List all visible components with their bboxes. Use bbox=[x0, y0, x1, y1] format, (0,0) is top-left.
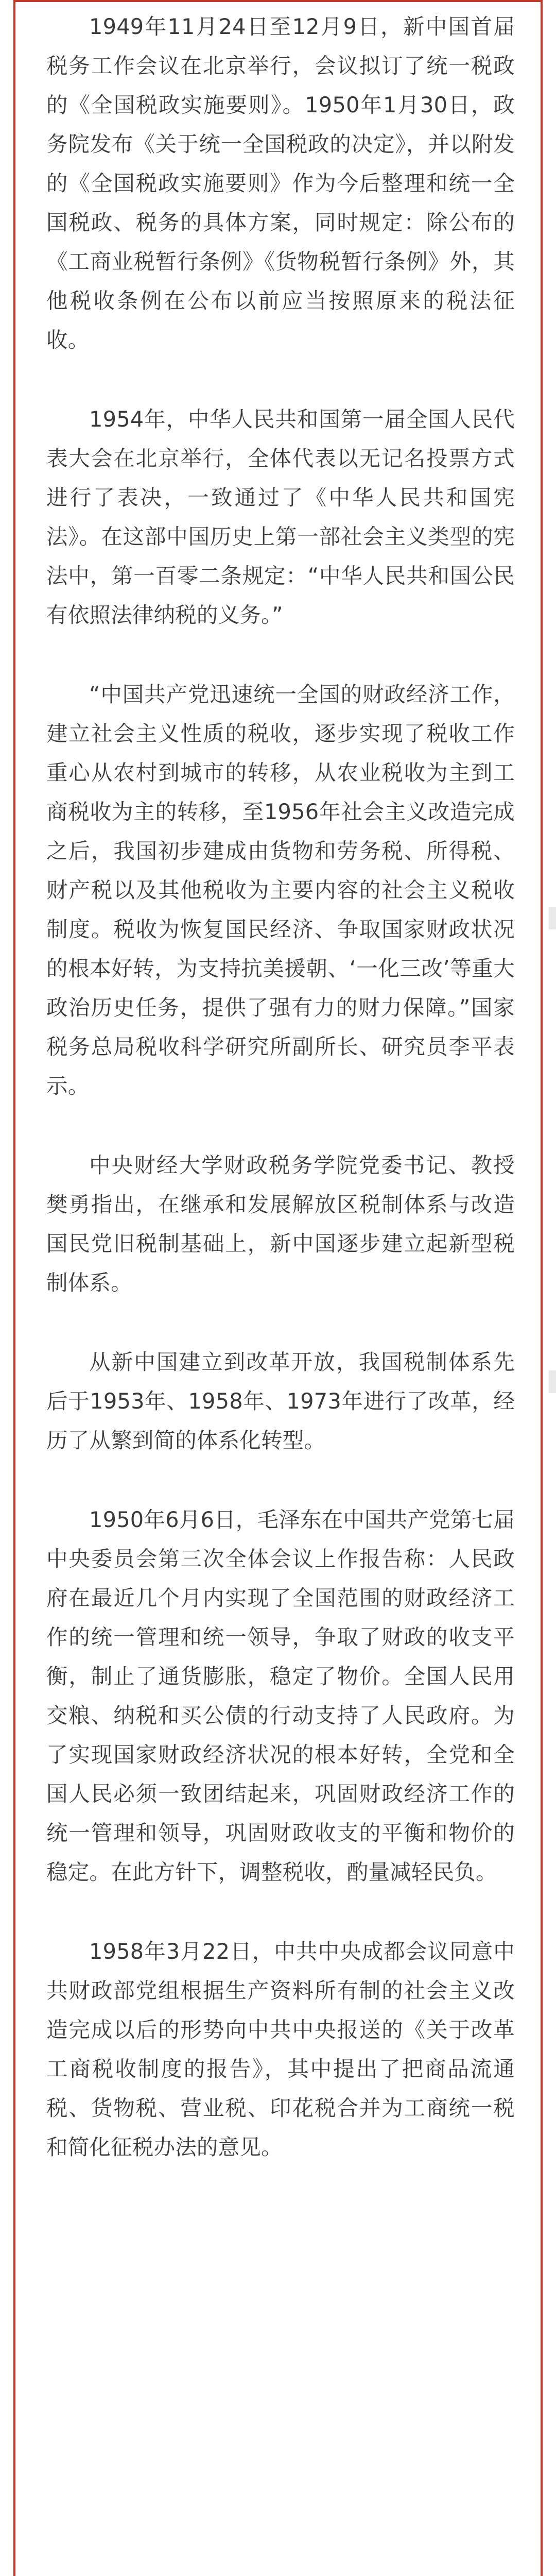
spacer bbox=[46, 1106, 515, 1146]
paragraph-li-ping-quote: “中国共产党迅速统一全国的财政经济工作，建立社会主义性质的税收，逐步实现了税收工作重心从农村到城市的转移，从农业税收为主到工商税收为主的转移，至1956年社会主义改造完成之后，我国初步建成由货物和劳务税、所得税、财产税以及其他税收为主要内容的社会主义税收制度。税收为恢复国民经济、争取国家财政状况的根本好转，为支持抗美援朝、‘一化三改’等重大政治历史任务，提供了强有力的财力保障。”国家税务总局税收科学研究所副所长、研究员李平表示。 bbox=[46, 682, 515, 1098]
paragraph-1954-constitution: 1954年，中华人民共和国第一届全国人民代表大会在北京举行，全体代表以无记名投票方式进行了表决，一致通过了《中华人民共和国宪法》。在这部中国历史上第一部社会主义类型的宪法中，第一百零二条规定：“中华人民共和国公民有依照法律纳税的义务。” bbox=[46, 406, 515, 628]
spacer bbox=[46, 0, 515, 7]
paragraph-1949-tax-conference: 1949年11月24日至12月9日，新中国首届税务工作会议在北京举行，会议拟订了统一税政的《全国税政实施要则》。1950年1月30日，政务院发布《关于统一全国税政的决定》，并以附发的《全国税政实施要则》作为今后整理和统一全国税政、税务的具体方案，同时规定：除公布的《工商业税暂行条例》《货物税暂行条例》外，其他税收条例在公布以前应当按照原来的税法征收。 bbox=[46, 14, 515, 352]
scroll-mark bbox=[549, 1370, 556, 1393]
paragraph-1958-chengdu-meeting: 1958年3月22日，中共中央成都会议同意中共财政部党组根据生产资料所有制的社会主义改造完成以后的形势向中共中央报送的《关于改革工商税收制度的报告》，其中提出了把商品流通税、货物税、营业税、印花税合并为工商统一税和简化征税办法的意见。 bbox=[46, 1939, 515, 2160]
article-body bbox=[46, 0, 515, 2167]
scroll-mark bbox=[549, 907, 556, 929]
spacer bbox=[46, 635, 515, 675]
paragraph-tax-reforms: 从新中国建立到改革开放，我国税制体系先后于1953年、1958年、1973年进行了改革，经历了从繁到简的体系化转型。 bbox=[46, 1349, 515, 1453]
frame-border-right bbox=[541, 0, 543, 2576]
spacer bbox=[46, 360, 515, 400]
frame-border-left bbox=[13, 0, 15, 2576]
paragraph-1950-mao-report: 1950年6月6日，毛泽东在中国共产党第七届中央委员会第三次全体会议上作报告称：人民政府在最近几个月内实现了全国范围的财政经济工作的统一管理和统一领导，争取了财政的收支平衡，制止了通货膨胀，稳定了物价。全国人民用交粮、纳税和买公债的行动支持了人民政府。为了实现国家财政经济状况的根本好转，全党和全国人民必须一致团结起来，巩固财政经济工作的统一管理和领导，巩固财政收支的平衡和物价的稳定。在此方针下，调整税收，酌量减轻民负。 bbox=[46, 1507, 515, 1885]
paragraph-fan-yong-quote: 中央财经大学财政税务学院党委书记、教授樊勇指出，在继承和发展解放区税制体系与改造国民党旧税制基础上，新中国逐步建立起新型税制体系。 bbox=[46, 1153, 515, 1295]
spacer bbox=[46, 1892, 515, 1932]
spacer bbox=[46, 1302, 515, 1343]
spacer bbox=[46, 1460, 515, 1500]
